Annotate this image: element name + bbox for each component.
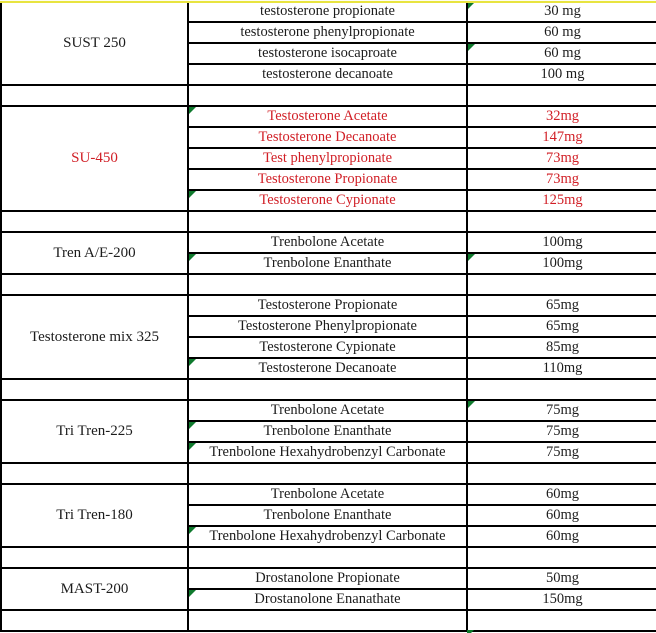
amount-cell-text: 125mg [542, 192, 583, 209]
compound-cell-text: Trenbolone Acetate [270, 234, 385, 251]
compound-cell[interactable] [188, 400, 467, 421]
compound-cell-text: Testosterone Acetate [267, 108, 388, 125]
compound-cell-text: Testosterone Decanoate [258, 129, 397, 146]
product-cell[interactable] [1, 568, 188, 610]
product-cell[interactable] [1, 484, 188, 547]
compound-cell-text: Trenbolone Enanthate [263, 255, 392, 272]
compound-cell-text: testosterone isocaproate [258, 45, 397, 62]
compound-cell-text: Drostanolone Enanathate [254, 591, 401, 608]
stored-as-text-marker-icon [189, 590, 196, 597]
empty-row [1, 379, 656, 400]
compound-cell[interactable] [188, 127, 467, 148]
stored-as-text-marker-icon [189, 527, 196, 534]
stored-as-text-marker-icon [189, 107, 196, 114]
amount-cell-text: 75mg [545, 402, 580, 419]
compound-cell-text: Trenbolone Enanthate [263, 423, 392, 440]
table-row [1, 295, 656, 316]
amount-cell[interactable] [467, 232, 656, 253]
empty-row [1, 610, 656, 631]
empty-row [1, 85, 656, 106]
stored-as-text-marker-icon [189, 422, 196, 429]
product-cell[interactable] [1, 295, 188, 379]
amount-cell-text: 110mg [542, 360, 583, 377]
empty-cell[interactable] [188, 211, 467, 232]
empty-cell[interactable] [467, 547, 656, 568]
empty-row [1, 463, 656, 484]
amount-cell-text: 60 mg [544, 24, 581, 41]
table-row [1, 568, 656, 589]
compound-cell[interactable] [188, 253, 467, 274]
amount-cell-text: 60mg [545, 486, 580, 503]
empty-cell[interactable] [188, 85, 467, 106]
product-name: MAST-200 [60, 580, 129, 597]
compound-cell-text: testosterone propionate [260, 3, 395, 20]
compound-cell-text: Testosterone Decanoate [258, 360, 397, 377]
empty-cell[interactable] [1, 274, 188, 295]
compound-cell-text: Trenbolone Enanthate [263, 507, 392, 524]
amount-cell[interactable] [467, 421, 656, 442]
product-name: SU-450 [71, 150, 118, 166]
empty-cell[interactable] [188, 610, 467, 631]
empty-row [1, 547, 656, 568]
empty-cell[interactable] [188, 379, 467, 400]
compound-cell[interactable] [188, 106, 467, 127]
amount-cell-text: 60mg [545, 528, 580, 545]
amount-cell[interactable] [467, 316, 656, 337]
amount-cell-text: 147mg [542, 129, 583, 146]
amount-cell-text: 100mg [542, 255, 583, 272]
amount-cell[interactable] [467, 505, 656, 526]
stored-as-text-marker-icon [189, 254, 196, 261]
compound-cell[interactable] [188, 505, 467, 526]
table-row [1, 400, 656, 421]
empty-cell[interactable] [1, 211, 188, 232]
compound-cell[interactable] [188, 148, 467, 169]
amount-cell[interactable] [467, 64, 656, 85]
product-table [0, 2, 656, 632]
amount-cell-text: 65mg [545, 318, 580, 335]
amount-cell[interactable] [467, 148, 656, 169]
amount-cell-text: 60mg [545, 507, 580, 524]
amount-cell-text: 150mg [542, 591, 583, 608]
empty-cell[interactable] [467, 85, 656, 106]
empty-cell[interactable] [1, 610, 188, 631]
product-name: Tri Tren-180 [56, 507, 133, 523]
compound-cell-text: Trenbolone Hexahydrobenzyl Carbonate [209, 444, 446, 461]
empty-cell[interactable] [467, 463, 656, 484]
amount-cell[interactable] [467, 568, 656, 589]
amount-cell-text: 50mg [545, 570, 580, 587]
stored-as-text-marker-icon [189, 359, 196, 366]
empty-cell[interactable] [1, 85, 188, 106]
table-row [1, 2, 656, 22]
stored-as-text-marker-icon [468, 401, 475, 408]
amount-cell[interactable] [467, 43, 656, 64]
empty-cell[interactable] [467, 274, 656, 295]
amount-cell[interactable] [467, 358, 656, 379]
compound-cell[interactable] [188, 337, 467, 358]
stored-as-text-marker-icon [189, 191, 196, 198]
amount-cell[interactable] [467, 295, 656, 316]
product-cell[interactable] [1, 106, 188, 211]
compound-cell-text: Test phenylpropionate [262, 150, 393, 167]
empty-cell[interactable] [467, 610, 656, 631]
compound-cell-text: testosterone phenylpropionate [240, 24, 415, 41]
compound-cell[interactable] [188, 442, 467, 463]
amount-cell[interactable] [467, 169, 656, 190]
compound-cell[interactable] [188, 589, 467, 610]
empty-cell[interactable] [467, 379, 656, 400]
amount-cell[interactable] [467, 127, 656, 148]
compound-cell-text: Testosterone Cypionate [259, 339, 396, 356]
amount-cell[interactable] [467, 442, 656, 463]
product-name: Tri Tren-225 [56, 423, 133, 439]
compound-cell[interactable] [188, 316, 467, 337]
product-cell[interactable] [1, 232, 188, 274]
compound-cell[interactable] [188, 22, 467, 43]
compound-cell-text: Testosterone Phenylpropionate [238, 318, 417, 335]
empty-cell[interactable] [1, 463, 188, 484]
compound-cell[interactable] [188, 2, 467, 22]
table-row [1, 484, 656, 505]
amount-cell-text: 60 mg [544, 45, 581, 62]
table-row [1, 232, 656, 253]
empty-cell[interactable] [1, 547, 188, 568]
compound-cell[interactable] [188, 43, 467, 64]
selection-highlight-line [0, 0, 656, 3]
table-row [1, 106, 656, 127]
compound-cell[interactable] [188, 232, 467, 253]
amount-cell[interactable] [467, 2, 656, 22]
compound-cell[interactable] [188, 295, 467, 316]
compound-cell-text: Testosterone Cypionate [259, 192, 396, 209]
compound-cell-text: Drostanolone Propionate [255, 570, 400, 587]
amount-cell-text: 75mg [545, 444, 580, 461]
empty-cell[interactable] [188, 274, 467, 295]
amount-cell-text: 100mg [542, 234, 583, 251]
amount-cell-text: 32mg [545, 108, 580, 125]
product-cell[interactable] [1, 2, 188, 85]
empty-cell[interactable] [1, 379, 188, 400]
amount-cell-text: 100 mg [540, 66, 585, 83]
amount-cell-text: 30 mg [544, 3, 581, 20]
stored-as-text-marker-icon [468, 254, 475, 261]
compound-cell[interactable] [188, 526, 467, 547]
amount-cell[interactable] [467, 484, 656, 505]
amount-cell-text: 85mg [545, 339, 580, 356]
stored-as-text-marker-icon [468, 2, 475, 9]
product-cell[interactable] [1, 400, 188, 463]
amount-cell-text: 65mg [545, 297, 580, 314]
compound-cell-text: Testosterone Propionate [257, 297, 398, 314]
compound-cell-text: Trenbolone Acetate [270, 402, 385, 419]
amount-cell-text: 73mg [545, 150, 580, 167]
compound-cell[interactable] [188, 169, 467, 190]
empty-cell[interactable] [188, 463, 467, 484]
stored-as-text-marker-icon [189, 443, 196, 450]
product-name: SUST 250 [63, 34, 126, 51]
empty-row [1, 274, 656, 295]
empty-cell[interactable] [188, 547, 467, 568]
compound-cell[interactable] [188, 568, 467, 589]
stored-as-text-marker-icon [468, 44, 475, 51]
product-name: Tren A/E-200 [53, 244, 136, 261]
compound-cell-text: testosterone decanoate [262, 66, 393, 83]
compound-cell[interactable] [188, 190, 467, 211]
amount-cell[interactable] [467, 22, 656, 43]
amount-cell[interactable] [467, 106, 656, 127]
amount-cell-text: 73mg [545, 171, 580, 188]
amount-cell[interactable] [467, 589, 656, 610]
amount-cell[interactable] [467, 253, 656, 274]
empty-row [1, 211, 656, 232]
compound-cell-text: Trenbolone Acetate [270, 486, 385, 503]
amount-cell[interactable] [467, 337, 656, 358]
amount-cell[interactable] [467, 400, 656, 421]
product-name: Testosterone mix 325 [30, 328, 159, 345]
amount-cell[interactable] [467, 190, 656, 211]
compound-cell[interactable] [188, 64, 467, 85]
empty-cell[interactable] [467, 211, 656, 232]
amount-cell[interactable] [467, 526, 656, 547]
compound-cell-text: Testosterone Propionate [257, 171, 398, 188]
amount-cell-text: 75mg [545, 423, 580, 440]
compound-cell[interactable] [188, 484, 467, 505]
compound-cell[interactable] [188, 421, 467, 442]
compound-cell-text: Trenbolone Hexahydrobenzyl Carbonate [209, 528, 446, 545]
compound-cell[interactable] [188, 358, 467, 379]
